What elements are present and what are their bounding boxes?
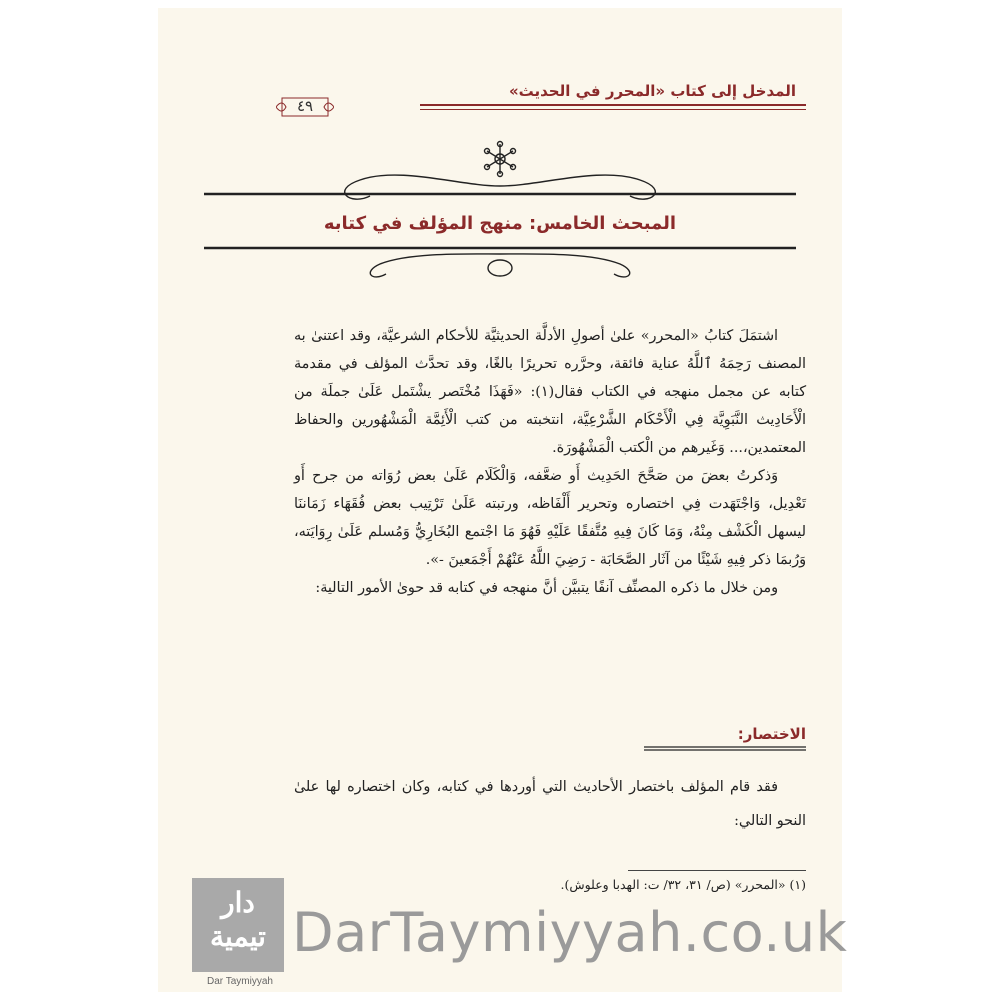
section-heading-rule: [644, 746, 806, 752]
paragraph-1: اشتمَلَ كتابُ «المحرر» علىٰ أصولِ الأدلَّة الحديثيَّة للأحكام الشرعيَّة، وقد اعتنىٰ به المصنف رَحِمَهُ ٱللَّهُ عناية فائقة، وحرَّره تحريرًا بالغًا، وقد تحدَّث المؤلف في مقدمة كتابه عن مجمل منهجه في الكتاب فقال(١): «فَهَذَا مُخْتَصر يشْتَمل عَلَىٰ جملَة من الْأَحَادِيث النَّبَوِيَّة فِي الْأَحْكَام الشَّرْعِيَّة، انتخبته من كتب الْأَئِمَّة الْمَشْهُورين والحفاظ المعتمدين،... وَغَيرهم من الْكتب الْمَشْهُورَة.: [294, 328, 806, 456]
section-heading: الاختصار:: [737, 725, 806, 743]
running-title: المدخل إلى كتاب «المحرر في الحديث»: [508, 82, 796, 100]
chapter-title: المبحث الخامس: منهج المؤلف في كتابه: [323, 213, 677, 234]
section-body: [294, 770, 806, 838]
page-number: ٤٩: [296, 97, 314, 115]
publisher-logo-caption: Dar Taymiyyah: [207, 976, 273, 987]
chapter-ornament-bottom-icon: [200, 244, 800, 284]
watermark-text: DarTaymiyyah.co.uk: [292, 901, 848, 964]
body-text: [294, 322, 806, 602]
header-rule-thin: [420, 109, 806, 110]
paragraph-2: وَذكرتُ بعضَ من صَحَّحَ الحَدِيث أَو ضعَّفه، وَالْكَلَام عَلَىٰ بعض رُوَاته من جرح أَو تَعْدِيل، وَاجْتَهَدت فِي اختصاره وتحرير أَلْفَاظه، ورتبته عَلَىٰ تَرْتِيب بعض فُقَهَاء زَمَاننَا ليسهل الْكَشْف مِنْهُ، وَمَا كَانَ فِيهِ مُتَّفقًا عَلَيْهِ فَهُوَ مَا اجْتمع البُخَارِيُّ وَمُسلم عَلَىٰ رِوَايَته، وَرُبمَا ذكر فِيهِ شَيْئًا من آثَار الصَّحَابَة - رَضِيَ اللَّهُ عَنْهُمْ أَجْمَعينَ -».: [294, 468, 806, 568]
book-page: [158, 8, 848, 992]
header-rule: [420, 104, 806, 106]
paragraph-3: ومن خلال ما ذكره المصنِّف آنفًا يتبيَّن أنَّ منهجه في كتابه قد حوىٰ الأمور التالية:: [315, 580, 778, 596]
footnote: (١) «المحرر» (ص/ ٣١، ٣٢/ ت: الهدبا وعلوش).: [560, 877, 806, 892]
publisher-logo-glyphs: دار تيمية: [210, 886, 266, 953]
footnote-rule: [628, 870, 806, 871]
section-paragraph: فقد قام المؤلف باختصار الأحاديث التي أوردها في كتابه، وكان اختصاره لها علىٰ النحو التالي:: [294, 779, 806, 829]
